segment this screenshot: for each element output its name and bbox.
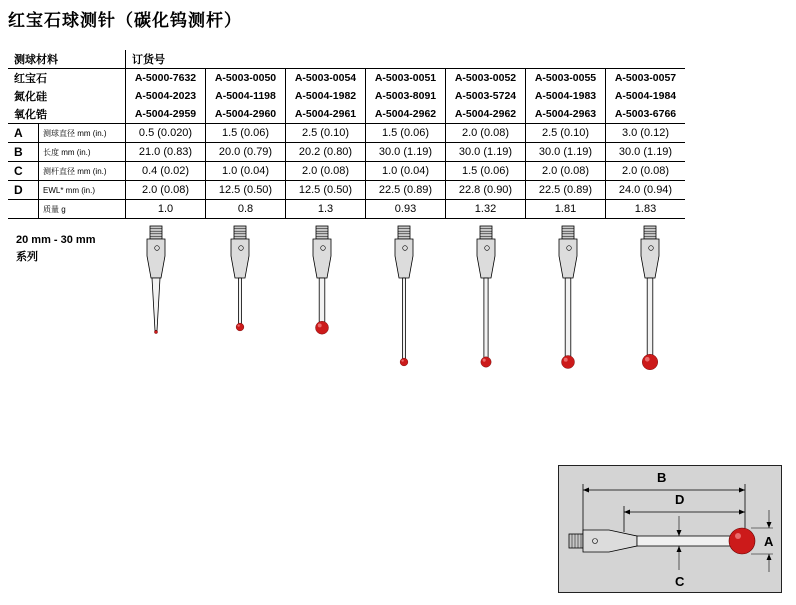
spec-value: 30.0 (1.19) (526, 143, 606, 162)
stylus-body (559, 239, 577, 278)
dim-label-b: B (657, 470, 667, 485)
dimension-diagram (558, 465, 782, 593)
order-code: A-5004-1198 (206, 87, 286, 105)
ruby-ball (481, 357, 491, 367)
order-code: A-5004-2023 (126, 87, 206, 105)
ball-highlight (483, 359, 486, 362)
spec-value: 2.5 (0.10) (526, 124, 606, 143)
dimension-diagram-svg (559, 466, 783, 594)
spec-value: 1.5 (0.06) (446, 162, 526, 181)
ruby-ball-icon (729, 528, 755, 554)
material-name: 氧化锆 (8, 105, 126, 124)
order-code: A-5004-2961 (286, 105, 366, 124)
order-code: A-5003-0057 (606, 69, 686, 88)
spec-value: 0.8 (206, 200, 286, 219)
stylus-body (147, 239, 165, 278)
ball-highlight (564, 358, 568, 362)
order-code: A-5003-0052 (446, 69, 526, 88)
order-code: A-5000-7632 (126, 69, 206, 88)
order-code: A-5004-1984 (606, 87, 686, 105)
series-range: 20 mm - 30 mm (16, 234, 96, 246)
stylus-thread (398, 226, 410, 239)
row-letter: B (8, 143, 39, 162)
dim-label-c: C (675, 574, 685, 589)
stylus-thread (480, 226, 492, 239)
ball-highlight (318, 323, 322, 327)
spec-value: 20.0 (0.79) (206, 143, 286, 162)
stylus-stem (484, 278, 488, 359)
row-description: 测球直径 mm (in.) (39, 124, 126, 143)
stylus-thread (234, 226, 246, 239)
ruby-ball (316, 321, 329, 334)
order-code: A-5004-1982 (286, 87, 366, 105)
order-code: A-5003-0055 (526, 69, 606, 88)
order-code: A-5004-1983 (526, 87, 606, 105)
spec-value: 30.0 (1.19) (446, 143, 526, 162)
spec-value: 30.0 (1.19) (606, 143, 686, 162)
spec-value: 2.0 (0.08) (526, 162, 606, 181)
row-description: EWL* mm (in.) (39, 181, 126, 200)
stylus-stem (403, 278, 406, 360)
spec-value: 1.5 (0.06) (206, 124, 286, 143)
row-description: 质量 g (39, 200, 126, 219)
spec-value: 24.0 (0.94) (606, 181, 686, 200)
ruby-ball (642, 354, 658, 370)
spec-value: 2.0 (0.08) (446, 124, 526, 143)
spec-value: 2.0 (0.08) (286, 162, 366, 181)
order-code: A-5003-6766 (606, 105, 686, 124)
stylus-stem (152, 278, 160, 331)
ball-highlight (401, 359, 403, 361)
order-header: 订货号 (126, 50, 686, 69)
order-code: A-5003-0054 (286, 69, 366, 88)
spec-value: 22.5 (0.89) (366, 181, 446, 200)
spec-value: 22.5 (0.89) (526, 181, 606, 200)
spec-value: 0.5 (0.020) (126, 124, 206, 143)
stylus-body (641, 239, 659, 278)
stylus-body (395, 239, 413, 278)
ball-highlight (237, 324, 239, 326)
order-code: A-5003-0051 (366, 69, 446, 88)
spec-value: 1.32 (446, 200, 526, 219)
spec-value: 1.0 (0.04) (366, 162, 446, 181)
page-title: 红宝石球测针（碳化钨测杆） (8, 11, 242, 30)
ruby-ball (236, 323, 244, 331)
ball-highlight (645, 357, 650, 362)
spec-value: 20.2 (0.80) (286, 143, 366, 162)
order-code: A-5003-5724 (446, 87, 526, 105)
spec-value: 2.0 (0.08) (606, 162, 686, 181)
dim-label-d: D (675, 492, 685, 507)
spec-value: 0.93 (366, 200, 446, 219)
spec-value: 2.5 (0.10) (286, 124, 366, 143)
spec-value: 0.4 (0.02) (126, 162, 206, 181)
material-header: 测球材料 (8, 50, 126, 69)
spec-value: 1.83 (606, 200, 686, 219)
stylus-stem (319, 278, 325, 323)
stylus-body (477, 239, 495, 278)
row-letter: C (8, 162, 39, 181)
ruby-ball (562, 356, 575, 369)
spec-value: 2.0 (0.08) (126, 181, 206, 200)
spec-value: 12.5 (0.50) (206, 181, 286, 200)
order-code: A-5004-2962 (446, 105, 526, 124)
order-code: A-5003-8091 (366, 87, 446, 105)
order-code: A-5004-2959 (126, 105, 206, 124)
stylus-thread (150, 226, 162, 239)
row-letter: D (8, 181, 39, 200)
spec-value: 1.3 (286, 200, 366, 219)
spec-value: 1.81 (526, 200, 606, 219)
row-description: 长度 mm (in.) (39, 143, 126, 162)
ruby-ball (400, 358, 408, 366)
order-code: A-5004-2962 (366, 105, 446, 124)
material-name: 氮化硅 (14, 91, 47, 103)
spec-value: 3.0 (0.12) (606, 124, 686, 143)
row-letter: A (8, 124, 39, 143)
row-description: 测杆直径 mm (in.) (39, 162, 126, 181)
material-name: 红宝石 (14, 73, 47, 85)
stylus-thread (562, 226, 574, 239)
stylus-thread (644, 226, 656, 239)
stylus-stem (239, 278, 242, 325)
spec-value: 22.8 (0.90) (446, 181, 526, 200)
spec-value: 30.0 (1.19) (366, 143, 446, 162)
stylus-stem (647, 278, 653, 356)
spec-value: 12.5 (0.50) (286, 181, 366, 200)
spec-value: 1.5 (0.06) (366, 124, 446, 143)
spec-value: 21.0 (0.83) (126, 143, 206, 162)
stylus-body (231, 239, 249, 278)
order-code: A-5004-2960 (206, 105, 286, 124)
dim-label-a: A (764, 534, 774, 549)
series-word: 系列 (16, 251, 38, 263)
stylus-body (313, 239, 331, 278)
spec-value: 1.0 (0.04) (206, 162, 286, 181)
stylus-thread (316, 226, 328, 239)
ruby-ball (154, 330, 157, 333)
order-code: A-5004-2963 (526, 105, 606, 124)
stylus-stem (565, 278, 571, 358)
order-code: A-5003-0050 (206, 69, 286, 88)
spec-value: 1.0 (126, 200, 206, 219)
